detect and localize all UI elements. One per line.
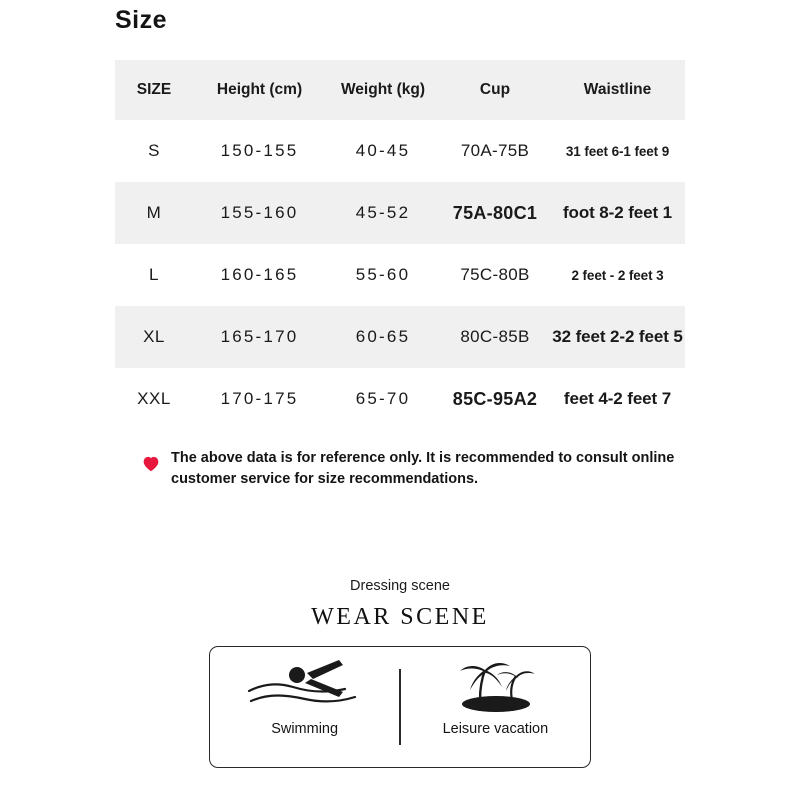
cell-waistline: 2 feet - 2 feet 3 bbox=[571, 267, 664, 283]
cell-weight: 65-70 bbox=[355, 389, 411, 408]
table-row bbox=[115, 368, 685, 430]
scene-label-leisure: Leisure vacation bbox=[442, 721, 549, 737]
wear-scene-box bbox=[209, 646, 591, 768]
cell-waistline: 31 feet 6-1 feet 9 bbox=[565, 143, 670, 159]
cell-weight: 55-60 bbox=[355, 265, 411, 284]
header-size: SIZE bbox=[115, 60, 193, 120]
table-row bbox=[115, 120, 685, 182]
cell-height: 165-170 bbox=[193, 306, 326, 368]
header-height: Height (cm) bbox=[193, 60, 326, 120]
cell-height: 150-155 bbox=[220, 141, 299, 160]
header-weight: Weight (kg) bbox=[326, 60, 440, 120]
header-cup: Cup bbox=[440, 60, 550, 120]
table-row bbox=[115, 244, 685, 306]
heart-icon bbox=[140, 452, 162, 474]
size-table bbox=[115, 60, 685, 430]
palm-island-icon bbox=[440, 647, 550, 721]
cell-height: 170-175 bbox=[220, 389, 299, 408]
cell-cup: 80C-85B bbox=[440, 306, 550, 368]
cell-height: 160-165 bbox=[220, 265, 299, 284]
cell-size: L bbox=[149, 265, 159, 284]
cell-waistline: 32 feet 2-2 feet 5 bbox=[550, 306, 685, 368]
scene-item-leisure bbox=[401, 647, 590, 767]
cell-cup: 75A-80C1 bbox=[440, 182, 550, 244]
reference-note bbox=[140, 448, 680, 490]
cell-size: XXL bbox=[137, 389, 171, 408]
cell-height: 155-160 bbox=[193, 182, 326, 244]
table-row bbox=[115, 182, 685, 244]
cell-waistline: feet 4-2 feet 7 bbox=[563, 389, 672, 408]
swimmer-icon bbox=[235, 647, 375, 721]
page-title: Size bbox=[115, 6, 168, 34]
cell-weight: 45-52 bbox=[326, 182, 440, 244]
table-header-row bbox=[115, 60, 685, 120]
cell-cup: 75C-80B bbox=[460, 265, 530, 284]
cell-weight: 60-65 bbox=[326, 306, 440, 368]
table-row bbox=[115, 306, 685, 368]
cell-weight: 40-45 bbox=[355, 141, 411, 160]
cell-cup: 70A-75B bbox=[460, 141, 530, 160]
cell-waistline: foot 8-2 feet 1 bbox=[550, 182, 685, 244]
header-waistline: Waistline bbox=[550, 60, 685, 120]
reference-note-text: The above data is for reference only. It is recommended to consult online customer service for size recommendations. bbox=[171, 450, 675, 488]
cell-size: M bbox=[115, 182, 193, 244]
cell-size: XL bbox=[115, 306, 193, 368]
scene-subtitle: Dressing scene bbox=[350, 578, 450, 594]
scene-item-swimming bbox=[210, 647, 399, 767]
scene-label-swimming: Swimming bbox=[271, 721, 339, 737]
cell-size: S bbox=[148, 141, 160, 160]
cell-cup: 85C-95A2 bbox=[452, 388, 538, 409]
scene-title: WEAR SCENE bbox=[311, 604, 489, 630]
